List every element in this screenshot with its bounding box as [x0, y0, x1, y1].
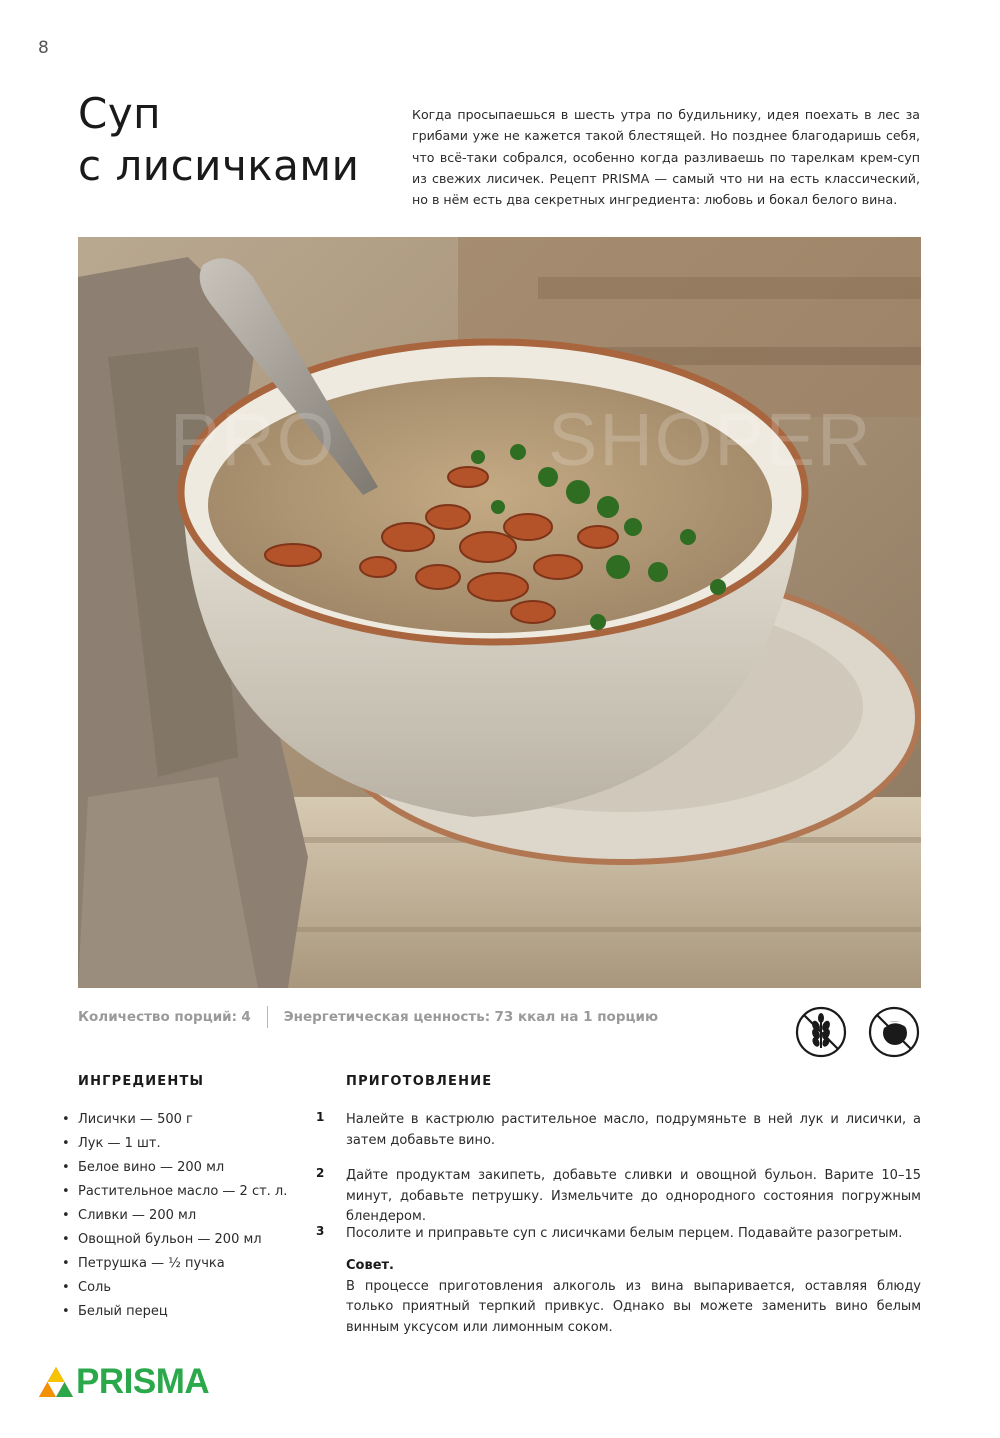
servings-label: Количество порций: — [78, 1009, 238, 1025]
watermark-text-right: SHOPER — [548, 398, 873, 481]
ingredient-item: • Соль — [62, 1276, 287, 1300]
ingredient-item: • Петрушка — ½ пучка — [62, 1252, 287, 1276]
energy-value: 73 ккал на 1 порцию — [494, 1009, 659, 1025]
page-number: 8 — [38, 38, 49, 58]
recipe-title-line1: Суп — [78, 89, 162, 138]
cooking-tip — [346, 1256, 921, 1338]
step-number: 3 — [316, 1224, 325, 1238]
step-number: 2 — [316, 1166, 325, 1180]
watermark-text-left: PRO — [170, 398, 337, 481]
tip-text: В процессе приготовления алкоголь из вина выпаривается, оставляя блюду только приятный терпкий привкус. Однако вы можете заменить вино белым винным уксусом или лимонным соком. — [346, 1278, 921, 1335]
soup-photo — [78, 237, 921, 988]
ingredient-item: • Сливки — 200 мл — [62, 1204, 287, 1228]
ingredient-item: • Лук — 1 шт. — [62, 1132, 287, 1156]
prisma-logo-text: PRISMA — [76, 1362, 210, 1401]
step-text: Налейте в кастрюлю растительное масло, подрумяньте в ней лук и лисички, а затем добавьте вино. — [346, 1112, 921, 1148]
energy — [284, 1009, 658, 1025]
tip-title: Совет. — [346, 1258, 394, 1273]
recipe-title — [78, 88, 359, 192]
servings-value: 4 — [241, 1009, 251, 1025]
servings — [78, 1009, 251, 1025]
recipe-title-line2: с лисичками — [78, 141, 360, 190]
energy-label: Энергетическая ценность: — [283, 1009, 491, 1025]
ingredient-item: • Лисички — 500 г — [62, 1108, 287, 1132]
ingredients-heading: ИНГРЕДИЕНТЫ — [78, 1074, 205, 1089]
soup-illustration — [78, 237, 921, 988]
ingredient-item: • Белое вино — 200 мл — [62, 1156, 287, 1180]
ingredient-item: • Белый перец — [62, 1300, 287, 1324]
gluten-free-icon — [795, 1006, 847, 1058]
ingredient-item: • Растительное масло — 2 ст. л. — [62, 1180, 287, 1204]
recipe-intro: Когда просыпаешься в шесть утра по будильнику, идея поехать в лес за грибами уже не кажется такой блестящей. Но позднее благодаришь себя, что всё-таки собрался, особенно когда разливаешь по тарелкам крем-суп из свежих лисичек. Рецепт PRISMA — самый что ни на есть классический, но в нём есть два секретных ингредиента: любовь и бокал белого вина. — [412, 107, 920, 208]
facts-divider — [267, 1006, 268, 1028]
nut-free-icon — [868, 1006, 920, 1058]
step-text: Посолите и приправьте суп с лисичками белым перцем. Подавайте разогретым. — [346, 1226, 903, 1241]
preparation-heading: ПРИГОТОВЛЕНИЕ — [346, 1074, 493, 1089]
step-number: 1 — [316, 1110, 325, 1124]
recipe-facts — [78, 1006, 658, 1028]
prisma-logo-triangle-icon — [38, 1366, 74, 1398]
step-text: Дайте продуктам закипеть, добавьте сливки и овощной бульон. Варите 10–15 минут, добавьте петрушку. Измельчите до однородного состояния погружным блендером. — [346, 1168, 921, 1224]
ingredient-item: • Овощной бульон — 200 мл — [62, 1228, 287, 1252]
photo-watermark — [158, 377, 873, 527]
prisma-logo — [38, 1364, 209, 1400]
ingredients-list — [62, 1108, 287, 1324]
